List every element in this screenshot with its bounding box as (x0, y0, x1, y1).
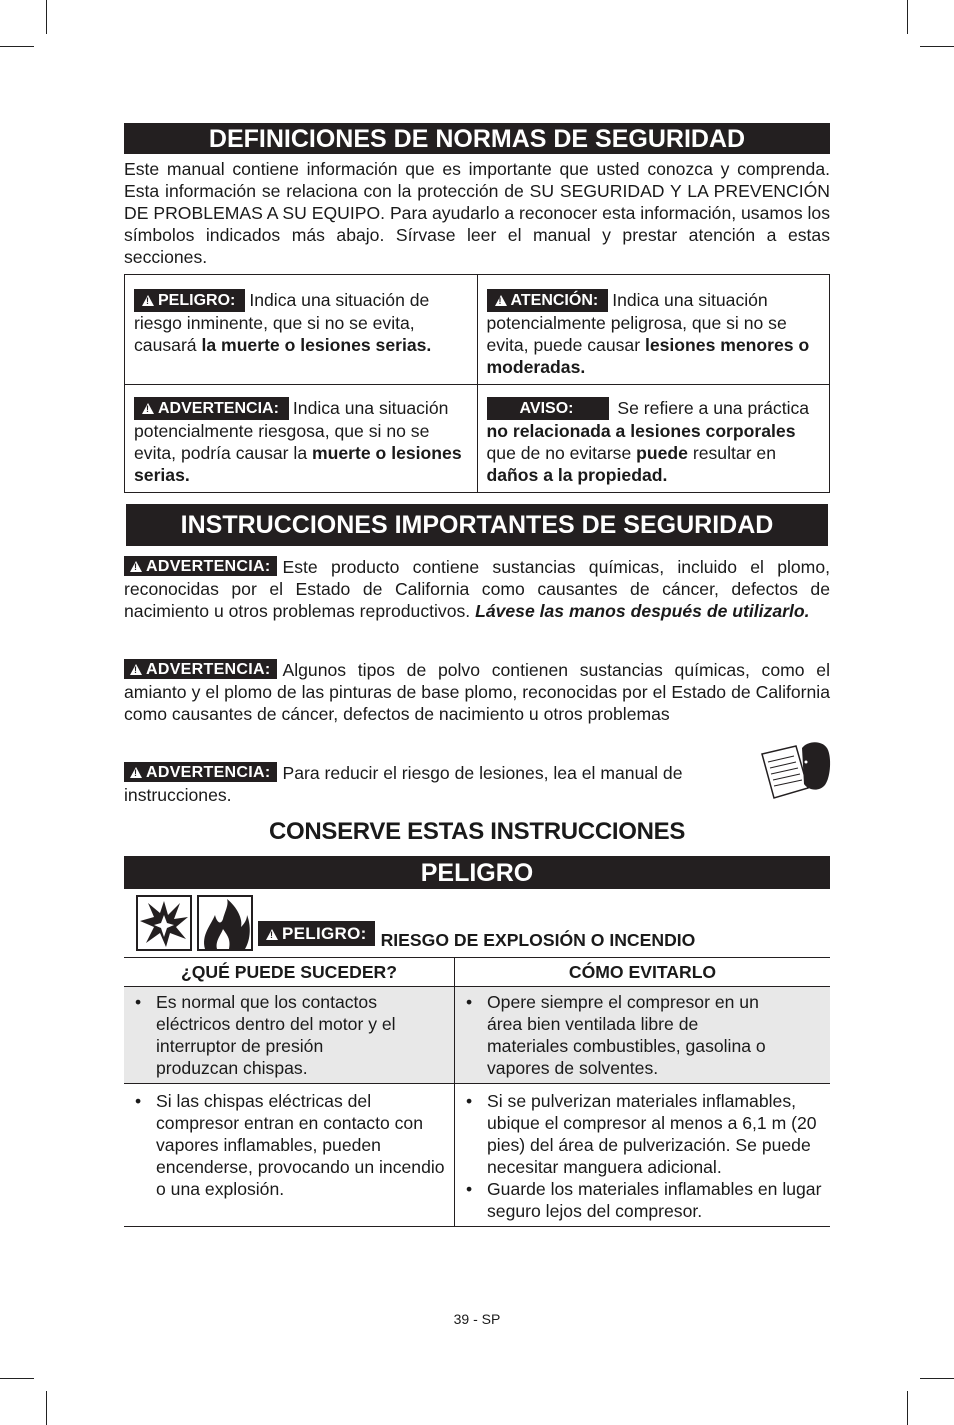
conserve-heading: CONSERVE ESTAS INSTRUCCIONES (268, 818, 686, 845)
warning-triangle-icon (130, 767, 142, 778)
warning-triangle-icon (495, 295, 507, 306)
col-header-what: ¿QUÉ PUEDE SUCEDER? (124, 958, 455, 987)
table-row (124, 1084, 830, 1227)
warning-dust: !ADVERTENCIA: Algunos tipos de polvo contienen sustancias químicas, como el amianto y el plomo de las pinturas de base plomo, reconocidas por el Estado de California como causantes de cáncer, defectos de nacimiento u otros problemas (124, 659, 830, 725)
section-title-peligro: PELIGRO (124, 856, 830, 889)
list-item: • Si se pulverizan materiales inflamables, ubique el compresor al menos a 6,1 m (20 pies) del área de pulverización. Se puede necesitar manguera adicional. (461, 1090, 824, 1178)
list-item: • Si las chispas eléctricas del compresor entran en contacto con vapores inflamables, pueden encenderse, provocando un incendio o una explosión. (130, 1090, 448, 1200)
crop-mark (0, 46, 34, 47)
list-item: • Es normal que los contactos eléctricos dentro del motor y el interruptor de presión produzcan chispas. (130, 991, 448, 1079)
definition-advertencia: !ADVERTENCIA: Indica una situación potencialmente riesgosa, que si no se evita, podría causar la muerte o lesiones serias. (125, 385, 478, 493)
definitions-table (124, 274, 830, 493)
warning-triangle-icon (130, 664, 142, 675)
crop-mark (920, 46, 954, 47)
intro-paragraph: Este manual contiene información que es importante que usted conozca y comprenda. Esta información se relaciona con la protección de SU SEGURIDAD Y LA PREVENCIÓN DE PROBLEMAS A SU EQUIPO. Para ayudarlo a reconocer esta información, usamos los símbolos indicados más abajo. Sírvase leer el manual y prestar atención a estas secciones. (124, 159, 831, 267)
aviso-badge: AVISO: (487, 397, 609, 420)
crop-mark (907, 1391, 908, 1425)
warning-triangle-icon (130, 561, 142, 572)
definition-atencion: !ATENCIÓN: Indica una situación potencialmente peligrosa, que si no se evita, puede causar lesiones menores o moderadas. (477, 275, 830, 385)
risk-heading-row (258, 921, 695, 951)
warning-triangle-icon (142, 295, 154, 306)
definition-aviso: AVISO: Se refiere a una práctica no relacionada a lesiones corporales que de no evitarse puede resultar en daños a la propiedad. (477, 385, 830, 493)
list-item: • Opere siempre el compresor en un área bien ventilada libre de materiales combustibles, gasolina o vapores de solventes. (461, 991, 824, 1079)
what-cell (124, 987, 455, 1084)
atencion-badge: !ATENCIÓN: (487, 289, 609, 312)
definition-peligro: !PELIGRO: Indica una situación de riesgo inminente, que si no se evita, causará la muerte o lesiones serias. (125, 275, 478, 385)
read-manual-icon (758, 740, 832, 802)
peligro-badge: !PELIGRO: (134, 289, 245, 312)
page-number: 39 - SP (453, 1311, 501, 1327)
list-item: • Guarde los materiales inflamables en lugar seguro lejos del compresor. (461, 1178, 824, 1222)
crop-mark (46, 1391, 47, 1425)
crop-mark (46, 0, 47, 34)
section-title-instrucciones: INSTRUCCIONES IMPORTANTES DE SEGURIDAD (126, 504, 828, 546)
advertencia-badge: !ADVERTENCIA: (124, 762, 277, 782)
crop-mark (920, 1378, 954, 1379)
how-cell (455, 1084, 831, 1227)
warning-chemicals: !ADVERTENCIA: Este producto contiene sustancias químicas, incluido el plomo, reconocidas por el Estado de California como causantes de cáncer, defectos de nacimiento u otros problemas reproductivos. Lávese las manos después de utilizarlo. (124, 556, 830, 622)
advertencia-badge: !ADVERTENCIA: (124, 556, 277, 576)
advertencia-badge: !ADVERTENCIA: (124, 659, 277, 679)
crop-mark (907, 0, 908, 34)
warning-triangle-icon (142, 403, 154, 414)
col-header-how: CÓMO EVITARLO (455, 958, 831, 987)
warning-triangle-icon (266, 929, 278, 940)
explosion-icon (136, 895, 192, 951)
section-title-definiciones: DEFINICIONES DE NORMAS DE SEGURIDAD (124, 123, 830, 154)
risk-table (124, 957, 830, 1227)
fire-icon (197, 895, 253, 951)
how-cell (455, 987, 831, 1084)
warning-manual: !ADVERTENCIA: Para reducir el riesgo de lesiones, lea el manual de instrucciones. (124, 762, 754, 806)
what-cell (124, 1084, 455, 1227)
advertencia-badge: !ADVERTENCIA: (134, 397, 289, 420)
risk-heading: RIESGO DE EXPLOSIÓN O INCENDIO (380, 930, 696, 950)
peligro-badge: !PELIGRO: (258, 921, 375, 946)
crop-mark (0, 1378, 34, 1379)
table-row (124, 987, 830, 1084)
